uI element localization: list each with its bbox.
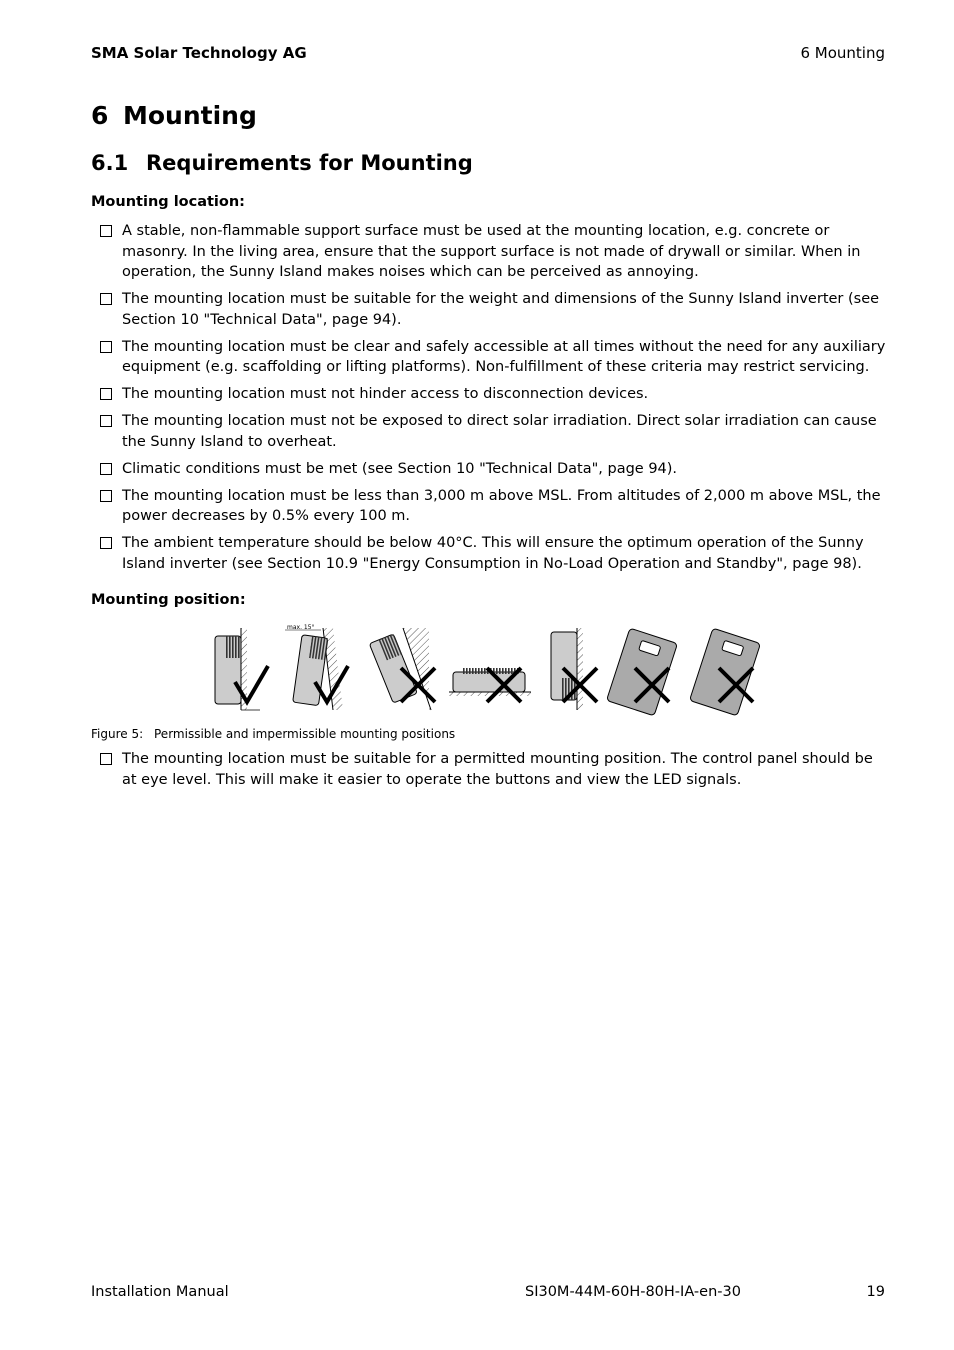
checkbox-icon [91,384,122,404]
figure-caption-label: Figure 5: [91,727,144,741]
list-item-text: The mounting location must not be exposed to direct solar irradiation. Direct solar irradiation can cause the Sunny Island to overheat. [122,413,877,450]
list-item-text: The mounting location must be clear and safely accessible at all times without the need for any auxiliary equipment (e.g. scaffolding or lifting platforms). Non-fulfillment of these criteria may restrict servicing. [122,338,886,375]
list-item [91,749,886,790]
list-item [91,221,886,283]
checkbox-icon [91,459,122,479]
checkbox-icon [91,337,122,357]
section-title: Requirements for Mounting [146,151,473,175]
list-item [91,337,886,378]
checkbox-icon [91,749,122,769]
list-item [91,533,886,574]
mounting-location-list [91,221,886,581]
mounting-positions-figure [205,622,765,717]
mounting-position-heading: Mounting position: [91,592,246,608]
list-item [91,486,886,527]
figure-caption-text: Permissible and impermissible mounting positions [154,727,456,741]
footer-doc-code: SI30M-44M-60H-80H-IA-en-30 [525,1284,741,1300]
list-item-text: The mounting location must be less than 3,000 m above MSL. From altitudes of 2,000 m above MSL, the power decreases by 0.5% every 100 m. [122,487,881,524]
chapter-heading [91,101,257,130]
chapter-title: Mounting [123,101,257,130]
checkbox-icon [91,486,122,506]
checkbox-icon [91,289,122,309]
footer-page-number: 19 [866,1284,885,1300]
list-item-text: The mounting location must be suitable for the weight and dimensions of the Sunny Island inverter (see Section 10 "Technical Data", page 94). [122,291,880,328]
position-tilted-back [285,628,343,710]
mounting-location-heading: Mounting location: [91,194,245,210]
checkbox-icon [91,411,122,431]
list-item-text: The mounting location must be suitable for a permitted mounting position. The control panel should be at eye level. This will make it easier to operate the buttons and view the LED signals. [122,751,873,788]
section-heading [91,151,473,175]
list-item [91,289,886,330]
list-item-text: The mounting location must not hinder access to disconnection devices. [122,386,649,402]
list-item-text: The ambient temperature should be below 40°C. This will ensure the optimum operation of the Sunny Island inverter (see Section 10.9 "Energy Consumption in No-Load Operation and Standby", page 98). [122,535,864,572]
list-item [91,411,886,452]
header-chapter: 6 Mounting [800,44,885,62]
chapter-number: 6 [91,101,109,130]
footer-doc-type: Installation Manual [91,1284,229,1300]
list-item-text: A stable, non-flammable support surface must be used at the mounting location, e.g. concrete or masonry. In the living area, ensure that the support surface is not made of drywall or similar. When in operation, the Sunny Island makes noises which can be perceived as annoying. [122,223,861,280]
tilt-angle-label: max. 15° [287,624,315,631]
mounting-position-list [91,749,886,797]
list-item [91,384,886,405]
header-company: SMA Solar Technology AG [91,44,307,62]
checkbox-icon [91,221,122,241]
list-item [91,459,886,480]
position-vertical [215,628,260,710]
checkbox-icon [91,533,122,553]
list-item-text: Climatic conditions must be met (see Section 10 "Technical Data", page 94). [122,460,678,477]
section-number: 6.1 [91,151,129,175]
figure-caption [91,727,455,741]
